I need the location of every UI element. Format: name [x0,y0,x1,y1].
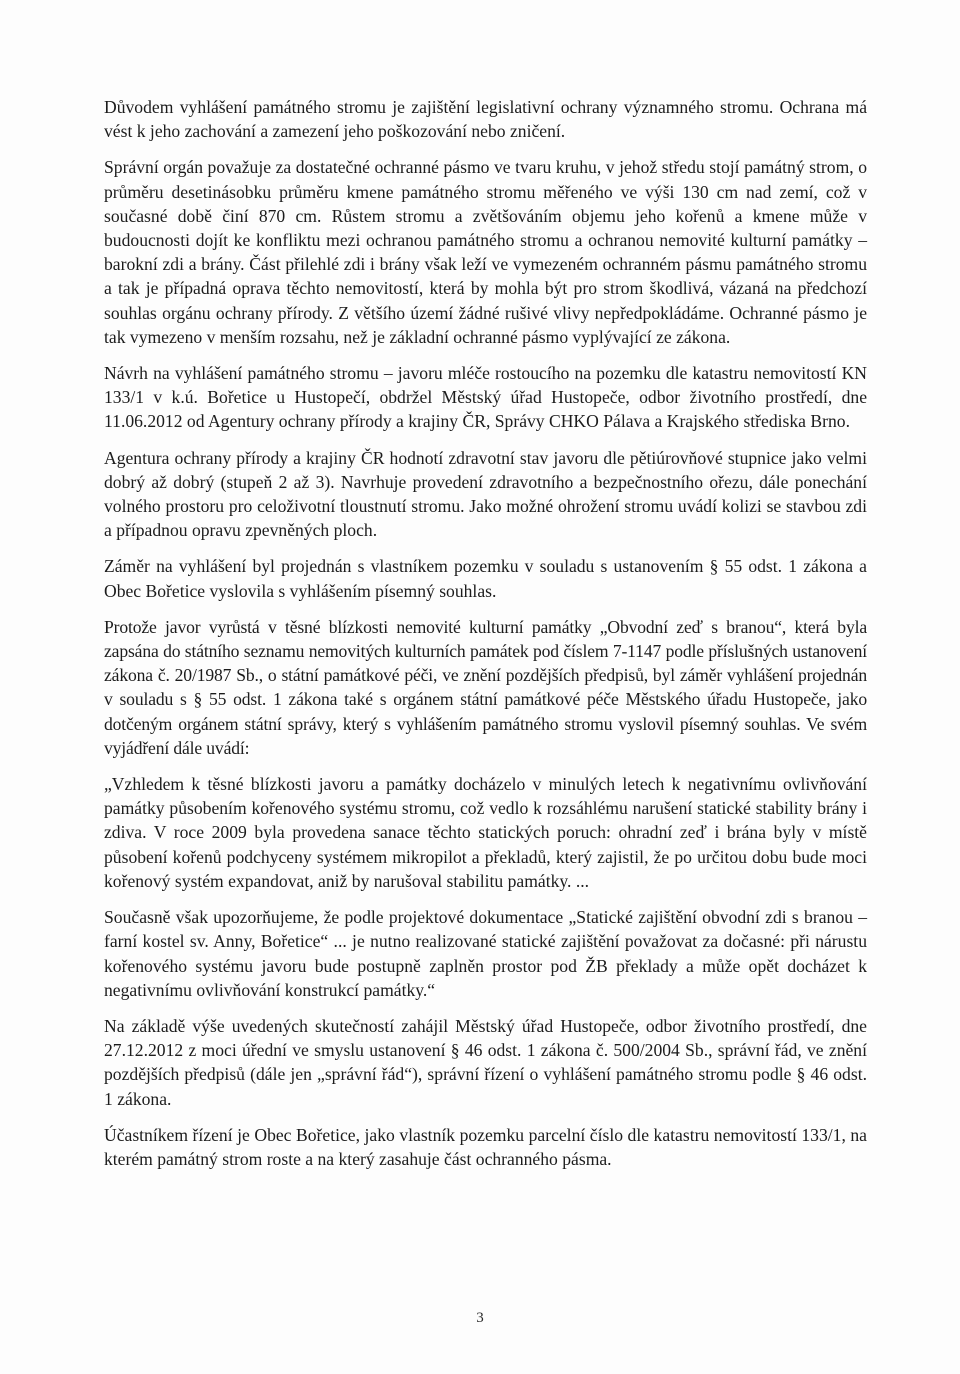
paragraph-participant: Účastníkem řízení je Obec Bořetice, jako vlastník pozemku parcelní číslo dle katastru nemovitostí 133/1, na kterém památný strom roste a na který zasahuje část ochranného pásma. [104,1124,867,1169]
paragraph-purpose: Důvodem vyhlášení památného stromu je zajištění legislativní ochrany významného stromu. Ochrana má vést k jeho zachování a zamezení jeho poškozování nebo zničení. [104,97,867,142]
paragraph-health-assessment: Agentura ochrany přírody a krajiny ČR hodnotí zdravotní stav javoru dle pětiúrovňové stupnice jako velmi dobrý až dobrý (stupeň 2 až 3). Navrhuje provedení zdravotního a bezpečnostního ořezu, dále ponechání volného prostoru pro celoživotní tloustnutí stromu. Jako možné ohrožení stromu uvádí kolizi se stavbou zdi a případnou opravu zpevněných ploch. [104,447,867,541]
document-body [104,95,867,1171]
page-number: 3 [476,1310,484,1326]
paragraph-quote-part-2: Současně však upozorňujeme, že podle projektové dokumentace „Statické zajištění obvodní zdi s branou – farní kostel sv. Anny, Bořetice“ ... je nutno realizované statické zajištění považovat za dočasné: při nárustu kořenového systému javoru bude postupně zaplněn prostor pod ŽB překlady a může opět docházet k negativnímu ovlivňování konstrukcí památky.“ [104,907,867,1000]
paragraph-heritage-monument: Protože javor vyrůstá v těsné blízkosti nemovité kulturní památky „Obvodní zeď s branou“, která byla zapsána do státního seznamu nemovitých kulturních památek pod číslem 7-1147 podle příslušných ustanovení zákona č. 20/1987 Sb., o státní památkové péči, ve znění pozdějších předpisů, byl záměr vyhlášení projednán v souladu s § 55 odst. 1 zákona také s orgánem státní památkové péče Městského úřadu Hustopeče, jako dotčeným orgánem státní správy, který s vyhlášením památného stromu vyslovil písemný souhlas. Ve svém vyjádření dále uvádí: [104,616,867,758]
paragraph-owner-consent: Záměr na vyhlášení byl projednán s vlastníkem pozemku v souladu s ustanovením § 55 odst. 1 zákona a Obec Bořetice vyslovila s vyhlášením písemný souhlas. [104,556,867,601]
paragraph-protective-zone: Správní orgán považuje za dostatečné ochranné pásmo ve tvaru kruhu, v jehož středu stojí památný strom, o průměru desetinásobku průměru kmene památného stromu měřeného ve výši 130 cm nad zemí, což v současné době činí 870 cm. Růstem stromu a zvětšováním objemu jeho kořenů a kmene může v budoucnosti dojít ke konfliktu mezi ochranou památného stromu a ochranou nemovité kulturní památky – barokní zdi a brány. Část přilehlé zdi i brány však leží ve vymezeném ochranném pásmu památného stromu a tak je případná oprava těchto nemovitostí, která by mohla být pro strom škodlivá, vázaná na předchozí souhlas orgánu ochrany přírody. Z většího území žádné rušivé vlivy nepředpokládáme. Ochranné pásmo je tak vymezeno v menším rozsahu, než je základní ochranné pásmo vyplývající ze zákona. [104,157,867,347]
paragraph-proceedings-start: Na základě výše uvedených skutečností zahájil Městský úřad Hustopeče, odbor životního prostředí, dne 27.12.2012 z moci úřední ve smyslu ustanovení § 46 odst. 1 zákona č. 500/2004 Sb., správní řád, ve znění pozdějších předpisů (dále jen „správní řád“), správní řízení o vyhlášení památného stromu podle § 46 odst. 1 zákona. [104,1015,867,1109]
paragraph-quote-part-1: „Vzhledem k těsné blízkosti javoru a památky docházelo v minulých letech k negativnímu ovlivňování památky působením kořenového systému stromu, což vedlo k rozsáhlému narušení statické stability brány i zdiva. V roce 2009 byla provedena sanace těchto statických poruch: ohradní zeď i brána byly v místě působení kořenů podchyceny systémem mikropilot a překladů, který zajistil, že po určitou dobu bude moci kořenový systém expandovat, aniž by narušoval stabilitu památky. ... [104,774,867,891]
paragraph-proposal: Návrh na vyhlášení památného stromu – javoru mléče rostoucího na pozemku dle katastru nemovitostí KN 133/1 v k.ú. Bořetice u Hustopečí, obdržel Městský úřad Hustopeče, odbor životního prostředí, dne 11.06.2012 od Agentury ochrany přírody a krajiny ČR, Správy CHKO Pálava a Krajského střediska Brno. [104,363,867,432]
